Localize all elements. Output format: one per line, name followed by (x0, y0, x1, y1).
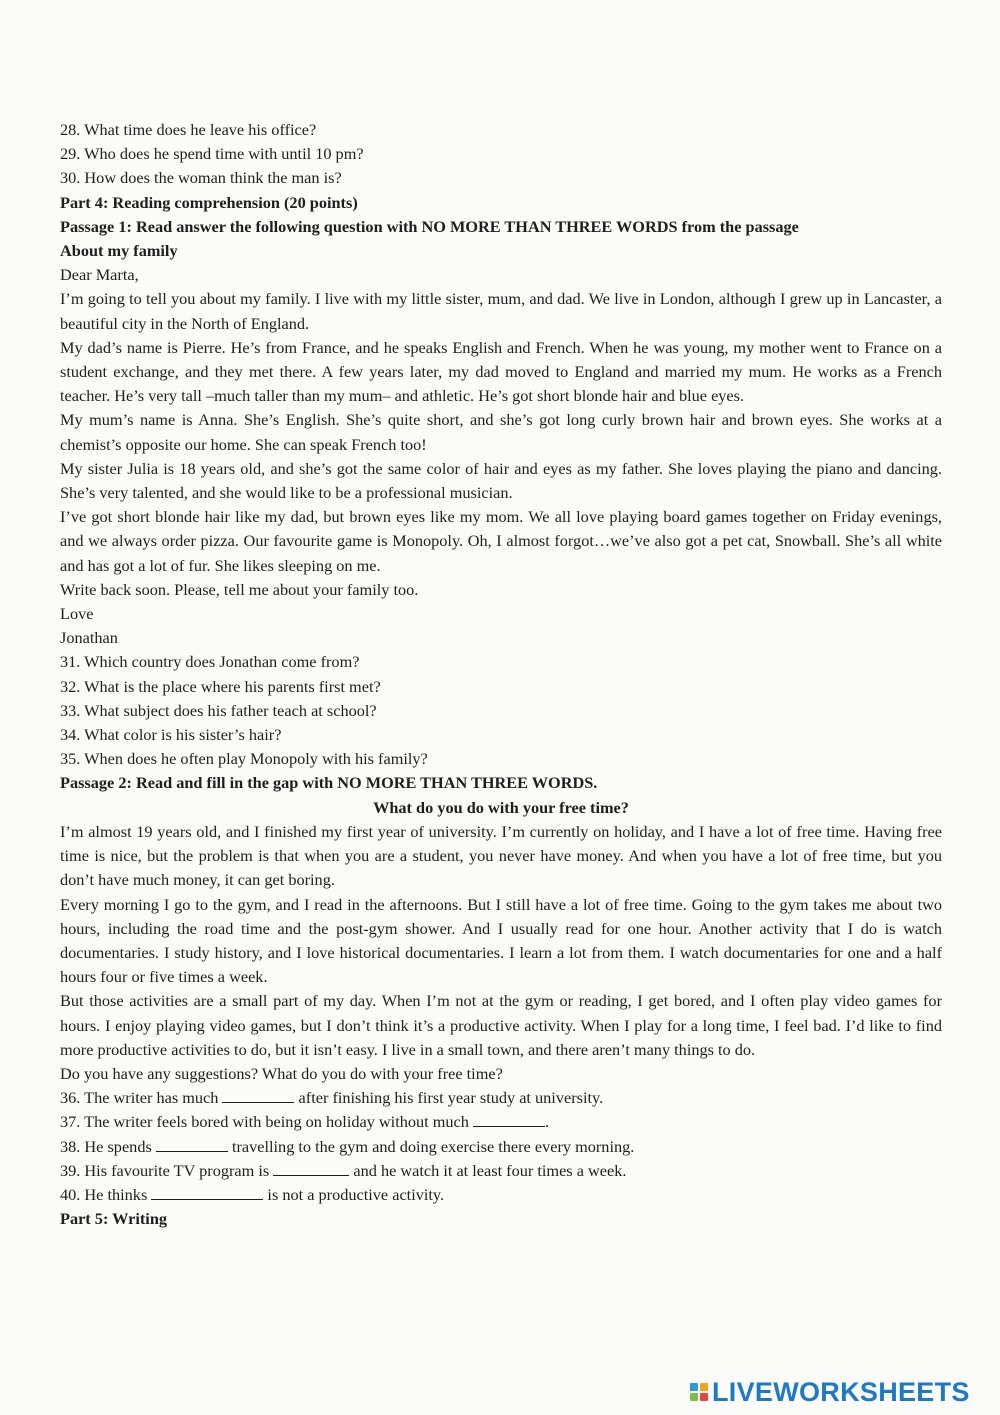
liveworksheets-logo-text: LIVEWORKSHEETS (712, 1376, 970, 1407)
letter-greeting: Dear Marta, (60, 265, 139, 285)
passage1-paragraph-4: My sister Julia is 18 years old, and she’s got the same color of hair and eyes as my father. She loves playing the piano and dancing. She’s very talented, and she would like to be a professional musician. (60, 458, 942, 503)
question-40-after: is not a productive activity. (263, 1184, 445, 1204)
passage1-paragraph-2: My dad’s name is Pierre. He’s from France, and he speaks English and French. When he was young, my mother went to France on a student exchange, and they met there. A few years later, my dad moved to England and married my mum. He works as a French teacher. He’s very tall –much taller than my mum– and athletic. He’s got short blonde hair and blue eyes. (60, 337, 942, 406)
passage1-paragraph-1: I’m going to tell you about my family. I live with my little sister, mum, and dad. We live in London, although I grew up in Lancaster, a beautiful city in the North of England. (60, 289, 942, 333)
question-38-before: 38. He spends (60, 1136, 156, 1156)
answer-blank-36[interactable] (222, 1086, 294, 1103)
liveworksheets-logo (690, 1377, 970, 1407)
answer-blank-38[interactable] (156, 1135, 228, 1152)
question-40 (60, 1183, 942, 1207)
logo-square-blue (690, 1383, 698, 1391)
letter-signature: Jonathan (60, 628, 118, 648)
question-36-before: 36. The writer has much (60, 1088, 223, 1108)
passage1-paragraph-5: I’ve got short blonde hair like my dad, but brown eyes like my mom. We all love playing board games together on Friday evenings, and we always order pizza. Our favourite game is Monopoly. Oh, I almost forgot…we’ve also got a pet cat, Snowball. She’s all white and has got a lot of fur. She likes sleeping on me. (60, 507, 942, 575)
passage2-closing: Do you have any suggestions? What do you do with your free time? (60, 1063, 503, 1083)
question-37-after: . (544, 1112, 550, 1132)
answer-blank-37[interactable] (473, 1110, 545, 1127)
passage2-instruction: Passage 2: Read and fill in the gap with NO MORE THAN THREE WORDS. (60, 773, 598, 793)
worksheet-page (60, 118, 942, 1231)
question-38 (60, 1135, 942, 1159)
passage2-paragraph-1: I’m almost 19 years old, and I finished my first year of university. I’m currently on holiday, and I have a lot of free time. Having free time is nice, but the problem is that when you are a student, you never have money. And when you have a lot of free time, but you don’t have much money, it can get boring. (60, 821, 942, 890)
question-39 (60, 1159, 942, 1183)
passage2-paragraph-3: But those activities are a small part of my day. When I’m not at the gym or reading, I get bored, and I often play video games for hours. I enjoy playing video games, but I don’t think it’s a productive activity. When I play for a long time, I feel bad. I’d like to find more productive activities to do, but it isn’t easy. I live in a small town, and there aren’t many things to do. (60, 991, 942, 1059)
logo-square-red (700, 1393, 708, 1401)
question-28: 28. What time does he leave his office? (60, 120, 317, 139)
letter-closing-1: Write back soon. Please, tell me about your family too. (60, 579, 419, 599)
question-36-after: after finishing his first year study at university. (294, 1088, 604, 1108)
question-39-before: 39. His favourite TV program is (60, 1160, 274, 1180)
question-39-after: and he watch it at least four times a week. (349, 1160, 627, 1180)
answer-blank-40[interactable] (151, 1183, 263, 1200)
question-37-before: 37. The writer feels bored with being on holiday without much (60, 1112, 473, 1132)
logo-square-green (690, 1393, 698, 1401)
answer-blank-39[interactable] (273, 1159, 349, 1176)
liveworksheets-logo-icon (690, 1383, 708, 1401)
logo-square-orange (700, 1383, 708, 1391)
question-29: 29. Who does he spend time with until 10 pm? (60, 144, 364, 164)
question-37 (60, 1110, 942, 1134)
question-31: 31. Which country does Jonathan come from? (60, 652, 360, 672)
question-34: 34. What color is his sister’s hair? (60, 725, 282, 745)
part4-heading: Part 4: Reading comprehension (20 points) (60, 192, 358, 212)
question-30: 30. How does the woman think the man is? (60, 168, 342, 188)
question-36 (60, 1086, 942, 1110)
question-40-before: 40. He thinks (60, 1184, 152, 1204)
question-35: 35. When does he often play Monopoly with his family? (60, 749, 428, 769)
passage1-title: About my family (60, 241, 178, 261)
passage1-paragraph-3: My mum’s name is Anna. She’s English. She’s quite short, and she’s got long curly brown hair and brown eyes. She works at a chemist’s opposite our home. She can speak French too! (60, 410, 942, 454)
passage2-paragraph-2: Every morning I go to the gym, and I read in the afternoons. But I still have a lot of free time. Going to the gym takes me about two hours, including the road time and the post-gym shower. And I usually read for one hour. Another activity that I do is watch documentaries. I study history, and I love historical documentaries. I learn a lot from them. I watch documentaries for one and a half hours four or five times a week. (60, 894, 942, 987)
passage2-title: What do you do with your free time? (373, 797, 629, 817)
question-32: 32. What is the place where his parents first met? (60, 676, 381, 696)
passage1-instruction: Passage 1: Read answer the following question with NO MORE THAN THREE WORDS from the passage (60, 216, 799, 236)
letter-closing-2: Love (60, 604, 94, 624)
question-38-after: travelling to the gym and doing exercise there every morning. (227, 1136, 635, 1156)
part5-heading: Part 5: Writing (60, 1209, 168, 1229)
question-33: 33. What subject does his father teach at school? (60, 700, 377, 720)
